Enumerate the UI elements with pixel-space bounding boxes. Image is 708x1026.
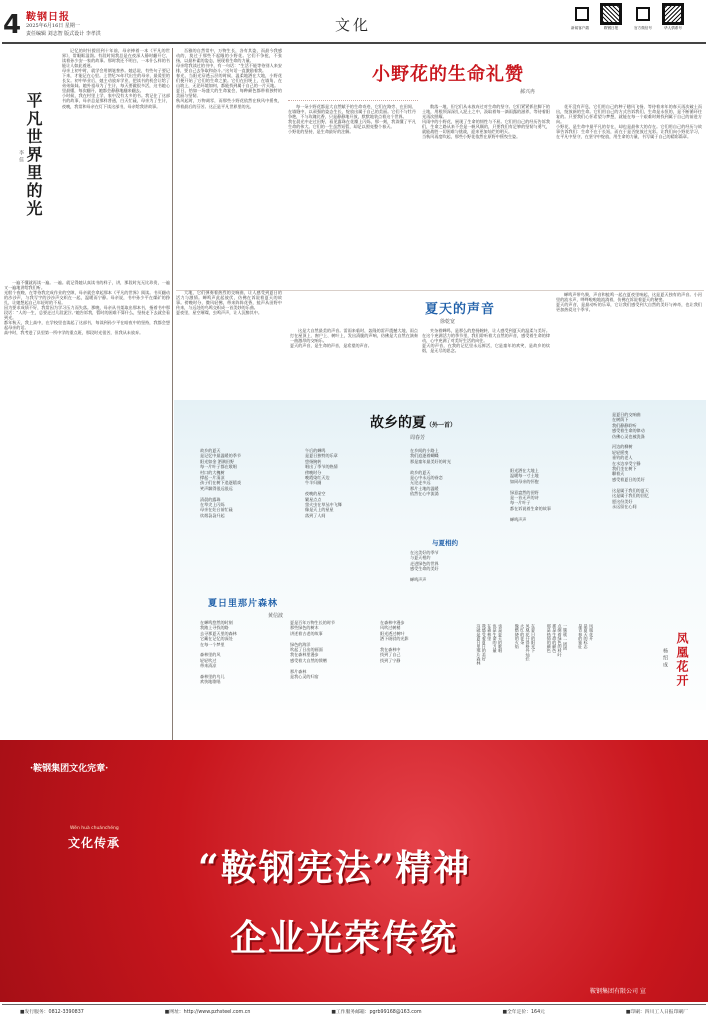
footer-item[interactable]: ■网址：http://www.pzhsteel.com.cn [164, 1010, 251, 1015]
footer-item: ■全年定价：164元 [502, 1010, 545, 1015]
phoenix-col2: 一簇簇 一团团 点缀着绿色的枝叶 那是生命的颜色 那是热情的颜色 [546, 624, 568, 657]
page-number: 4 [3, 10, 22, 40]
poem-sub-title: 与夏相约 [432, 539, 458, 547]
essay3-col4: 蝉鸣声带鸟聚，声音和蛙鸣一起在夏夜里响起，这是夏天独有的声音。小河里的流水声，哗哗啦啦地流淌着，仿佛在诉说着夏天的秘密。 夏天的声音，是最动听的乐章，它让我们感受到大自然的美好与神奇，也让我们更加热爱这个季节。 [556, 292, 702, 313]
banner-tag: 文化传承 [68, 836, 121, 850]
essay2-byline: 郝兴冉 [520, 89, 536, 95]
qr-label-4: 华人情系号 [664, 26, 682, 30]
poems-title-main: 故乡的夏 [370, 415, 426, 431]
poems-subtitle: （外一首） [426, 422, 457, 429]
essay3-col3: 夹杂着蝉鸣，是那么的悠扬婉转，让人感受到夏天的温柔与美好。在这个充满活力的季节里，我们聆听着大自然的声音，感受着生命的律动，心中充满了对美好生活的向往。 夏天的声音，在我的记忆里永远鲜活，它是童年的欢笑，是故乡的炊烟，是无尽的思念。 [422, 328, 550, 354]
culture-banner [0, 740, 708, 1002]
qr-label-2: 鞍钢日报 [603, 26, 619, 30]
footer [0, 1008, 708, 1020]
poem-c: 在乡间的小路上 我们追逐着蝴蝶 那是童年最美好的时光 故乡的夏天 是心中永远的眷恋 无论走多远 那片土地的温暖 依然在心中流淌 [410, 448, 451, 497]
qr-label-1: 新闻客户端 [571, 26, 589, 30]
essay3-col2: 这是大自然最美的声音。雷雨来临时，轰隆的雷声震撼大地，雨点打在屋顶上、窗户上、树叶上，发出清脆的声响，仿佛是大自然在演奏一曲激昂的交响乐。 夏天的声音，是生命的声音，是希望的声音。 [290, 328, 418, 349]
poem-a: 故乡的夏天 是记忆中最温暖的季节 阳光如金 洒满田野 每一片叶子都在歌唱 村口的大槐树 撑起一片清凉 孩子们在树下追逐嬉戏 笑声飘得很远很远 清晨的露珠 在草尖上闪烁 母亲在灶台前忙碌 炊烟袅袅升起 [200, 448, 241, 518]
date-line: 2025年6月16日 星期一 [26, 23, 80, 29]
editors-line: 责任编辑 刘志智 版式设计 李孝洪 [26, 31, 101, 37]
forest-col2: 夏是百年万物生长的时节 那些绿色的树木 讲述着古老的故事 绿色的海洋 吹起了日出的画面 我在森林里漫步 感受着大自然的馈赠 那片森林 是我心灵的归宿 [290, 620, 336, 680]
poem-b: 午后的蝉鸣 是夏日独特的乐章 悠扬婉转 唱出了季节的热情 傍晚时分 晚霞染红天边 牛羊归圈 夜晚的星空 繁星点点 萤火虫在草丛中飞舞 像是天上的星星 落到了人间 [305, 448, 342, 518]
qr-code-icon[interactable] [636, 7, 650, 21]
footer-item: ■印刷：四川工人日报印刷厂 [625, 1010, 688, 1015]
essay3-col1: 大地，它们弹奏着热烈的交响曲，让人感受到夏日的活力与激情。蝉鸣声此起彼伏，仿佛在诉说着夏天的故事。傍晚时分，微风轻拂，带来阵阵花香，蛙声从田野中传来，与远处的鸟鸣交织成一首美妙的乐曲。 夏夜里，星空璀璨，虫鸣声声，让人沉醉其中。 [176, 290, 282, 316]
banner-strip: ·鞍钢集团文化完章· [30, 764, 109, 774]
phoenix-col3: 凤凰花开 是夏天的标志 是青春的象征 [578, 624, 594, 649]
footer-item[interactable]: ■工作服务邮箱：pgrb99168@163.com [331, 1010, 422, 1015]
paper-logo: 鞍钢日报 [26, 12, 70, 23]
banner-sponsor: 鞍钢集团有限公司 宣 [590, 988, 646, 995]
essay1-col2: 一遍不懂就再读一遍。一遍。就记得她认真读书的样子，讲，那段时光无比珍贵，一遍又一遍地讲给我们听。 光般个夜晚，在等待我完成作业的空隙，母亲就会拿起那本《平凡的世界》阅读。书页翻动的沙沙声，与我写字的沙沙声交织在一起，温暖而宁静。母亲说，书中孙少平在煤矿的挣扎，让她想起自己年轻时的不易。 因为要求成绩不好，我常因为学习压力而失落。那晚，母亲从书架取出那本书，指着书中那段话：“人的一生，总要走过几段泥泞。”她告诉我，暂时的困难不算什么，坚持走下去就会看到光。 都年秋天，我上高中，在学校里也读起了这部书，每读到孙少平在暗夜中的坚持，我都会想起母亲的话。 高中时，我考进了县里第一所中学的重点班，那段时光很苦，但我从未放弃。 [4, 280, 170, 336]
forest-col3: 在森林中漫步 风吹过树梢 阳光透过树叶 洒下斑驳的光影 我在森林中 找到了自己 找到了宁静 [380, 620, 409, 663]
poem-e: 阳光洒在大地上 温暖每一寸土地 如同母亲的怀抱 绿意盎然的田野 是一首无声的诗 每一片叶子 都在诉说着生命的故事 蝉鸣声声 [510, 468, 551, 522]
banner-headline-1: “鞍钢宪法”精神 [198, 847, 472, 889]
forest-byline: 黄信波 [268, 613, 284, 619]
forest-title: 夏日里那片森林 [208, 599, 279, 609]
poem-side: 是夏日的交响曲 在树荫下 我们静静聆听 感受着生命的律动 仿佛心灵也被洗涤 河边的柳树 轻轻摇曳 垂钓的老人 在水边享受宁静 我们坐在树下 聊着天 感受着夏日的美好 这是属于我们的夏天 这是属于我们的回忆 愿这份美好 永远留在心间 [612, 412, 649, 509]
masthead [0, 0, 708, 44]
essay2-title: 小野花的生命礼赞 [372, 64, 524, 85]
poem-d: 在这美好的季节 与夏天相约 走进绿色的世界 感受生命的美好 蝉鸣声声 [410, 550, 439, 583]
essay1-title: 平凡世界里的光 [24, 92, 43, 218]
forest-col4: 也是夏天的歌唱 也是生命的力量 在森林里 我感受着夏日的美好 这就是夏日里那片森林 [476, 624, 503, 665]
phoenix-col1: 在夏日的阳光下 凤凰花开得格外灿烂 火红的花朵 像燃烧的火焰 [514, 624, 536, 661]
essay3-title-main: 夏天的声音 [425, 302, 496, 317]
forest-col1: 在蝉鸣悠然的时刻 我踏上寻找的路 去寻那夏天里的森林 它藏在记忆的深处 在每一个梦里 森林里的风 轻轻吹过 带来清凉 森林里的鸟儿 欢快地歌唱 [200, 620, 237, 685]
footer-item: ■发行服务：0812-3390837 [20, 1010, 84, 1015]
qr-label-3: 官方微信号 [634, 26, 652, 30]
essay1-col3: 吾雅的自然常中，万物生长，各有其姿，而最今我感动的，莫过于那些不起眼的小野花。它们不争抢，不张扬，以最朴素的姿态，展现着生命的力量。 母亲给我读过的书中，有一句话：“生活不能等待别人来安排，要自己去争取和奋斗。”这句话一直激励着我。 春光，当阳光穿透云层的时候，温柔地洒在大地，小野花们便开始了它们的生命之旅。它们在田埂上，在墙角，在山坡上，无论环境如何，都能找到属于自己的一片天地。 夏日，恰如一场盛大的生命宴会，每种颜色都带着独特的美丽与坚韧。 秋风起时，万物凋零，而那些小野花依然在秋风中摇曳，带着最后的芬芳。这正是平凡世界里的光。 [176, 48, 282, 109]
poems-title [370, 412, 456, 432]
essay2-col3: 花开没有声息，它们用自己的种子随风飞扬，等待着来年的春天再次破土而出，绽放新的生命。它们用自己的方式告诉我们，生命是永恒的，是不断循环往复的。只要我们心怀希望与梦想，就能在每一个艰难时刻找到属于自己的前进方向。 小野花，是生命中最平凡的存在，却也是最伟大的存在。它们用自己的经历与故事告诉我们：生命不在于长短，而在于是否绽放过光彩。让我们向小野花学习，在平凡中坚守，在坚守中绽放，用生命的力量，书写属于自己的精彩篇章。 [556, 104, 702, 140]
essay1-col1: 记忆的时针拨回到十年前，母亲捧着一本《平凡的世界》，常眼眶湿润。有段时间我总是在夜深人静时翻开它，读着孙少安一家的故事。那时我还不明白，一本什么样的书能让人如此着迷。 母亲上初中时，就学会用钢笔誊抄。她总说，有些句子要记下来，才能记在心里。上世纪70年代出生的母亲，最爱里的长女。初中毕业后，她主动放弃学业，把读书的机会让给了弟弟妹妹。她外祖母为了生计，每天要做很多活，这书她心里最懂，每次翻开，她都会静静地翻来翻去。 小时候，我在村里上学，家中没有太多的书。我记住了这部书的故事，母亲总是那样普通，白天忙碌，母亲为了生计，夜晚，我常和母亲在灯下读这部书，母亲给我讲故事。 [62, 48, 170, 109]
essay3-byline: 徐乾宽 [440, 319, 456, 325]
qr-code-icon[interactable] [662, 3, 684, 25]
essay2-col1: 每一朵小野花都是大自然赋予的生命奇迹，它们在路旁、在田间、在墙缝中，以顽强的姿态生长，绽放出属于自己的美丽。它们不与牡丹争艳，不与玫瑰比香，只是静静地开放，默默地装点着这个世界。 我在晨光中走过田野，看见露珠在花瓣上闪烁，那一刻，我读懂了平凡生命的伟大。它们的一生虽然短暂，却足以照亮整个春天。 小野花的坚持，是生命最好的注解。 [288, 104, 416, 135]
section-title: 文化 [335, 16, 372, 34]
banner-pinyin: Wén huà chuánchéng [70, 826, 119, 831]
essay1-byline: 李佳 [18, 150, 24, 164]
qr-code-icon[interactable] [600, 3, 622, 25]
phoenix-byline: 杨绍成 [662, 648, 668, 669]
poems-byline: 周春芳 [410, 435, 426, 441]
essay2-col2: 数落一地，但它们从未放弃过对生命的坚守。它们紧紧抓住脚下的土地，用根须深深扎入泥土之中，汲取着每一滴雨露的滋养，等待着阳光再次照耀。 风雨中的小野花，展现了生命的韧性与不屈。它们用自己的经历告诉我们，生命之路从来不会是一帆风顺的，只要我们有足够的坚韧与勇气，就能战胜一切困难与挑战，迎来更加灿烂的明天。 当秋风再度吹起，那些小野花依然在原野中摇曳生姿。 [422, 104, 550, 140]
phoenix-title: 凤凰花开 [675, 632, 689, 688]
banner-headline-2: 企业光荣传统 [230, 917, 459, 959]
qr-code-icon[interactable] [575, 7, 589, 21]
